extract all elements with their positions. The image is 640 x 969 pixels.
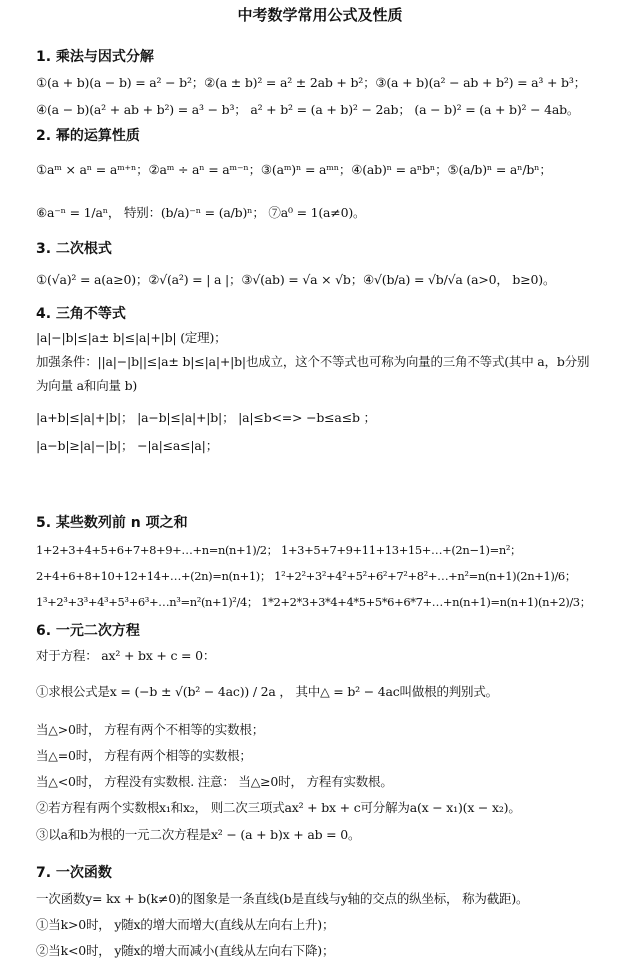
formula-line: 一次函数y= kx + b(k≠0)的图象是一条直线(b是直线与y轴的交点的纵坐标， 称为截距)。: [36, 891, 529, 906]
formula-line: ①aᵐ × aⁿ = aᵐ⁺ⁿ；②aᵐ ÷ aⁿ = aᵐ⁻ⁿ；③(aᵐ)ⁿ = aᵐⁿ；④(ab)ⁿ = aⁿbⁿ；⑤(a/b)ⁿ = aⁿ/bⁿ；: [36, 162, 552, 177]
formula-line: 2+4+6+8+10+12+14+…+(2n)=n(n+1)； 1²+2²+3²+4²+5²+6²+7²+8²+…+n²=n(n+1)(2n+1)/6；: [36, 569, 576, 583]
formula-line: 1³+2³+3³+4³+5³+6³+…n³=n²(n+1)²/4； 1*2+2*3+3*4+4*5+5*6+6*7+…+n(n+1)=n(n+1)(n+2)/3；: [36, 595, 591, 609]
formula-line: |a+b|≤|a|+|b|； |a−b|≤|a|+|b|； |a|≤b<=> −b≤a≤b ；: [36, 410, 376, 425]
formula-line: ⑥a⁻ⁿ = 1/aⁿ， 特别：(b/a)⁻ⁿ = (a/b)ⁿ； ⑦a⁰ = 1(a≠0)。: [36, 205, 366, 220]
formula-line: 1+2+3+4+5+6+7+8+9+…+n=n(n+1)/2； 1+3+5+7+9+11+13+15+…+(2n−1)=n²；: [36, 543, 522, 557]
page-title: 中考数学常用公式及性质: [237, 6, 403, 24]
text-line: 当△=0时， 方程有两个相等的实数根；: [36, 748, 252, 763]
section-heading-triangle-inequality: 4. 三角不等式: [36, 306, 126, 322]
formula-line: ②若方程有两个实数根x₁和x₂， 则二次三项式ax² + bx + c可分解为a(x − x₁)(x − x₂)。: [36, 800, 521, 815]
formula-line: ③以a和b为根的一元二次方程是x² − (a + b)x + ab = 0。: [36, 827, 361, 842]
formula-line: ①求根公式是x = (−b ± √(b² − 4ac)) / 2a ， 其中△ = b² − 4ac叫做根的判别式。: [36, 684, 498, 699]
text-line: 当△<0时， 方程没有实数根. 注意： 当△≥0时， 方程有实数根。: [36, 774, 393, 789]
formula-line: ①(√a)² = a(a≥0)；②√(a²) = | a |；③√(ab) = √a × √b；④√(b/a) = √b/√a (a>0， b≥0)。: [36, 272, 556, 287]
text-paragraph: 加强条件：||a|−|b||≤|a± b|≤|a|+|b|也成立，这个不等式也可称为向量的三角不等式(其中 a，b分别为向量 a和向量 b): [36, 354, 590, 393]
section-heading-multiplication: 1. 乘法与因式分解: [36, 49, 154, 65]
formula-line: ①(a + b)(a − b) = a² − b²；②(a ± b)² = a² ± 2ab + b²；③(a + b)(a² − ab + b²) = a³ + b³；: [36, 75, 586, 90]
section-heading-linear-function: 7. 一次函数: [36, 865, 112, 881]
section-heading-quadratic: 6. 一元二次方程: [36, 623, 140, 639]
text-line: ②当k<0时， y随x的增大而减小(直线从左向右下降)；: [36, 943, 335, 958]
text-line: 当△>0时， 方程有两个不相等的实数根；: [36, 722, 265, 737]
formula-line: |a|−|b|≤|a± b|≤|a|+|b| (定理)；: [36, 330, 227, 345]
formula-line: ④(a − b)(a² + ab + b²) = a³ − b³； a² + b² = (a + b)² − 2ab； (a − b)² = (a + b)² − 4ab。: [36, 102, 580, 117]
text-line: ①当k>0时， y随x的增大而增大(直线从左向右上升)；: [36, 917, 335, 932]
section-heading-series-sums: 5. 某些数列前 n 项之和: [36, 515, 188, 531]
section-heading-radicals: 3. 二次根式: [36, 241, 112, 257]
formula-line: |a−b|≥|a|−|b|； −|a|≤a≤|a|；: [36, 438, 218, 453]
formula-line: 对于方程： ax² + bx + c = 0：: [36, 648, 216, 663]
section-heading-powers: 2. 幂的运算性质: [36, 128, 140, 144]
